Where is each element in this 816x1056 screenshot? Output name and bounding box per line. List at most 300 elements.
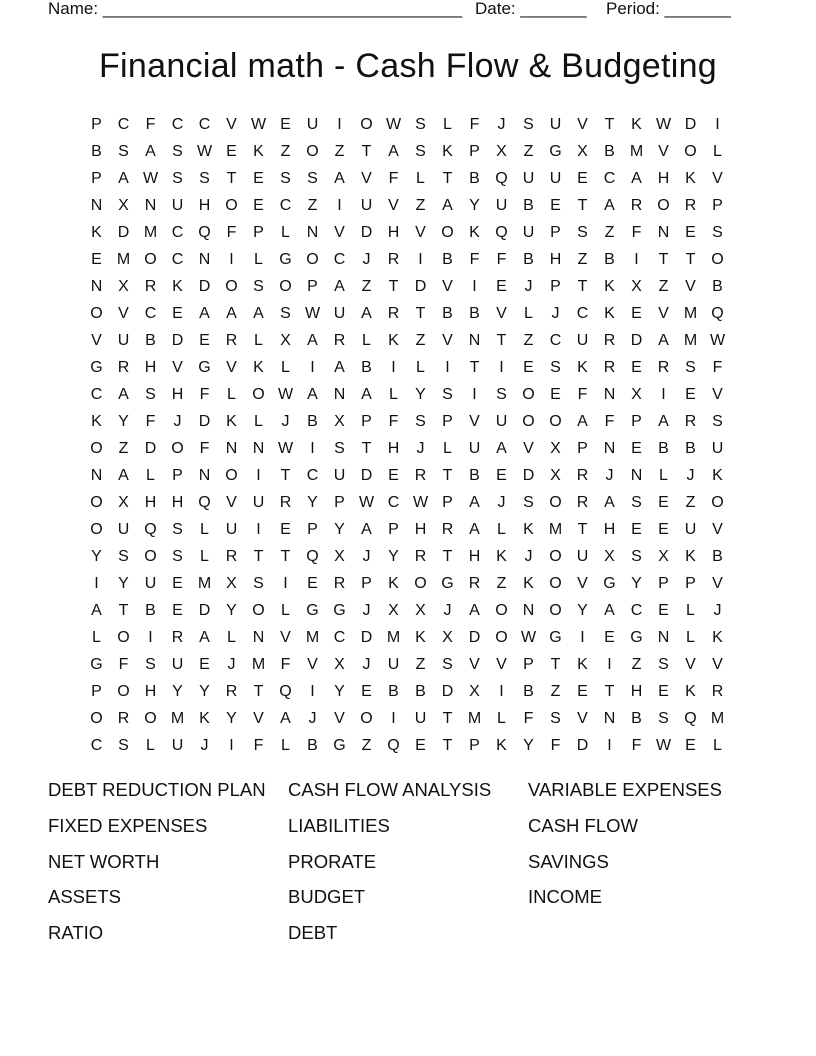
- grid-letter[interactable]: X: [631, 278, 642, 295]
- grid-letter[interactable]: Q: [684, 710, 697, 727]
- grid-letter[interactable]: S: [442, 386, 453, 403]
- grid-letter[interactable]: Z: [415, 332, 426, 349]
- grid-letter[interactable]: Q: [198, 224, 211, 241]
- grid-letter[interactable]: L: [443, 116, 452, 133]
- grid-letter[interactable]: H: [171, 386, 184, 403]
- grid-letter[interactable]: W: [304, 305, 321, 322]
- grid-letter[interactable]: I: [256, 467, 261, 484]
- grid-letter[interactable]: H: [144, 494, 157, 511]
- grid-letter[interactable]: S: [658, 656, 669, 673]
- grid-letter[interactable]: V: [226, 359, 237, 376]
- grid-letter[interactable]: Q: [198, 494, 211, 511]
- grid-letter[interactable]: K: [604, 305, 615, 322]
- grid-letter[interactable]: A: [334, 359, 345, 376]
- grid-letter[interactable]: I: [283, 575, 288, 592]
- grid-letter[interactable]: S: [415, 116, 426, 133]
- grid-letter[interactable]: P: [550, 278, 561, 295]
- grid-letter[interactable]: G: [279, 251, 292, 268]
- grid-letter[interactable]: U: [387, 656, 400, 673]
- grid-letter[interactable]: I: [499, 359, 504, 376]
- grid-letter[interactable]: X: [415, 602, 426, 619]
- grid-letter[interactable]: I: [148, 629, 153, 646]
- grid-letter[interactable]: X: [550, 467, 561, 484]
- grid-letter[interactable]: N: [252, 440, 265, 457]
- grid-letter[interactable]: U: [306, 116, 319, 133]
- grid-letter[interactable]: L: [281, 359, 290, 376]
- grid-letter[interactable]: M: [683, 305, 698, 322]
- grid-letter[interactable]: P: [469, 737, 480, 754]
- grid-letter[interactable]: B: [388, 683, 399, 700]
- grid-letter[interactable]: C: [171, 224, 184, 241]
- grid-letter[interactable]: X: [280, 332, 291, 349]
- grid-letter[interactable]: S: [712, 224, 723, 241]
- grid-letter[interactable]: A: [604, 602, 615, 619]
- grid-letter[interactable]: A: [334, 278, 345, 295]
- grid-letter[interactable]: I: [310, 359, 315, 376]
- grid-letter[interactable]: X: [469, 683, 480, 700]
- grid-letter[interactable]: T: [442, 710, 453, 727]
- grid-letter[interactable]: N: [90, 197, 103, 214]
- grid-letter[interactable]: K: [523, 521, 534, 538]
- grid-letter[interactable]: C: [333, 251, 346, 268]
- grid-letter[interactable]: Y: [226, 602, 237, 619]
- grid-letter[interactable]: N: [252, 629, 265, 646]
- grid-letter[interactable]: B: [712, 278, 723, 295]
- grid-letter[interactable]: O: [549, 548, 562, 565]
- grid-letter[interactable]: E: [415, 737, 426, 754]
- grid-letter[interactable]: K: [253, 143, 264, 160]
- grid-letter[interactable]: E: [631, 359, 642, 376]
- grid-letter[interactable]: N: [198, 467, 211, 484]
- grid-letter[interactable]: E: [199, 332, 210, 349]
- grid-letter[interactable]: K: [712, 467, 723, 484]
- grid-letter[interactable]: R: [576, 467, 589, 484]
- grid-letter[interactable]: V: [118, 305, 129, 322]
- grid-letter[interactable]: V: [523, 440, 534, 457]
- grid-letter[interactable]: A: [118, 170, 129, 187]
- grid-letter[interactable]: L: [281, 602, 290, 619]
- grid-letter[interactable]: N: [90, 467, 103, 484]
- grid-letter[interactable]: I: [391, 359, 396, 376]
- grid-letter[interactable]: S: [118, 737, 129, 754]
- grid-letter[interactable]: K: [496, 737, 507, 754]
- grid-letter[interactable]: R: [684, 197, 697, 214]
- grid-letter[interactable]: D: [198, 413, 211, 430]
- grid-letter[interactable]: A: [496, 440, 507, 457]
- grid-letter[interactable]: O: [225, 197, 238, 214]
- grid-letter[interactable]: B: [712, 548, 723, 565]
- grid-letter[interactable]: R: [171, 629, 184, 646]
- grid-letter[interactable]: P: [361, 575, 372, 592]
- grid-letter[interactable]: D: [360, 629, 373, 646]
- grid-letter[interactable]: I: [310, 440, 315, 457]
- grid-letter[interactable]: I: [229, 737, 234, 754]
- grid-letter[interactable]: B: [145, 332, 156, 349]
- grid-letter[interactable]: L: [686, 602, 695, 619]
- grid-letter[interactable]: K: [523, 575, 534, 592]
- grid-letter[interactable]: O: [90, 494, 103, 511]
- grid-letter[interactable]: V: [334, 710, 345, 727]
- grid-letter[interactable]: J: [524, 548, 533, 565]
- grid-letter[interactable]: E: [523, 359, 534, 376]
- grid-letter[interactable]: M: [467, 710, 482, 727]
- grid-letter[interactable]: N: [630, 467, 643, 484]
- grid-letter[interactable]: N: [90, 278, 103, 295]
- grid-letter[interactable]: V: [685, 278, 696, 295]
- grid-letter[interactable]: Z: [361, 278, 372, 295]
- grid-letter[interactable]: Z: [118, 440, 129, 457]
- grid-letter[interactable]: A: [307, 386, 318, 403]
- grid-letter[interactable]: L: [200, 521, 209, 538]
- grid-letter[interactable]: P: [550, 224, 561, 241]
- grid-letter[interactable]: Y: [118, 413, 129, 430]
- grid-letter[interactable]: Q: [495, 170, 508, 187]
- grid-letter[interactable]: V: [442, 278, 453, 295]
- grid-letter[interactable]: U: [171, 197, 184, 214]
- grid-letter[interactable]: Q: [306, 548, 319, 565]
- grid-letter[interactable]: I: [607, 737, 612, 754]
- grid-letter[interactable]: I: [337, 197, 342, 214]
- grid-letter[interactable]: L: [362, 332, 371, 349]
- grid-letter[interactable]: O: [360, 710, 373, 727]
- grid-letter[interactable]: Z: [361, 737, 372, 754]
- grid-letter[interactable]: A: [307, 332, 318, 349]
- grid-letter[interactable]: I: [418, 251, 423, 268]
- grid-letter[interactable]: Y: [577, 602, 588, 619]
- grid-letter[interactable]: W: [196, 143, 213, 160]
- grid-letter[interactable]: W: [655, 116, 672, 133]
- grid-letter[interactable]: I: [337, 116, 342, 133]
- grid-letter[interactable]: U: [522, 170, 535, 187]
- grid-letter[interactable]: K: [415, 629, 426, 646]
- grid-letter[interactable]: C: [90, 737, 103, 754]
- grid-letter[interactable]: J: [362, 602, 371, 619]
- grid-letter[interactable]: I: [256, 521, 261, 538]
- grid-letter[interactable]: S: [658, 710, 669, 727]
- grid-letter[interactable]: F: [577, 386, 588, 403]
- grid-letter[interactable]: L: [443, 440, 452, 457]
- grid-letter[interactable]: K: [604, 278, 615, 295]
- grid-letter[interactable]: V: [712, 386, 723, 403]
- grid-letter[interactable]: Y: [388, 548, 399, 565]
- grid-letter[interactable]: L: [227, 386, 236, 403]
- grid-letter[interactable]: F: [388, 170, 399, 187]
- grid-letter[interactable]: U: [711, 440, 724, 457]
- grid-letter[interactable]: C: [90, 386, 103, 403]
- grid-letter[interactable]: R: [414, 467, 427, 484]
- grid-letter[interactable]: O: [441, 224, 454, 241]
- grid-letter[interactable]: S: [631, 548, 642, 565]
- grid-letter[interactable]: N: [225, 440, 238, 457]
- grid-letter[interactable]: R: [468, 575, 481, 592]
- grid-letter[interactable]: O: [225, 467, 238, 484]
- grid-letter[interactable]: A: [91, 602, 102, 619]
- grid-letter[interactable]: V: [415, 224, 426, 241]
- grid-letter[interactable]: F: [712, 359, 723, 376]
- grid-letter[interactable]: J: [551, 305, 560, 322]
- grid-letter[interactable]: F: [145, 116, 156, 133]
- grid-letter[interactable]: I: [472, 278, 477, 295]
- grid-letter[interactable]: K: [469, 224, 480, 241]
- grid-letter[interactable]: R: [657, 359, 670, 376]
- grid-letter[interactable]: M: [251, 656, 266, 673]
- grid-letter[interactable]: A: [226, 305, 237, 322]
- grid-letter[interactable]: A: [118, 467, 129, 484]
- grid-letter[interactable]: B: [469, 170, 480, 187]
- grid-letter[interactable]: M: [170, 710, 185, 727]
- grid-letter[interactable]: L: [659, 467, 668, 484]
- grid-letter[interactable]: U: [495, 413, 508, 430]
- grid-letter[interactable]: B: [523, 683, 534, 700]
- grid-letter[interactable]: D: [441, 683, 454, 700]
- grid-letter[interactable]: S: [118, 548, 129, 565]
- grid-letter[interactable]: O: [144, 548, 157, 565]
- grid-letter[interactable]: K: [577, 656, 588, 673]
- grid-letter[interactable]: S: [577, 224, 588, 241]
- grid-letter[interactable]: D: [468, 629, 481, 646]
- grid-letter[interactable]: R: [684, 413, 697, 430]
- grid-letter[interactable]: S: [172, 548, 183, 565]
- grid-letter[interactable]: O: [90, 440, 103, 457]
- grid-letter[interactable]: O: [549, 413, 562, 430]
- grid-letter[interactable]: T: [604, 683, 615, 700]
- grid-letter[interactable]: R: [576, 494, 589, 511]
- grid-letter[interactable]: E: [172, 602, 183, 619]
- grid-letter[interactable]: M: [116, 251, 131, 268]
- grid-letter[interactable]: R: [117, 359, 130, 376]
- grid-letter[interactable]: U: [414, 710, 427, 727]
- grid-letter[interactable]: I: [94, 575, 99, 592]
- grid-letter[interactable]: C: [171, 251, 184, 268]
- grid-letter[interactable]: E: [172, 305, 183, 322]
- grid-letter[interactable]: O: [306, 251, 319, 268]
- grid-letter[interactable]: I: [391, 710, 396, 727]
- grid-letter[interactable]: Y: [415, 386, 426, 403]
- grid-letter[interactable]: X: [334, 656, 345, 673]
- grid-letter[interactable]: R: [225, 683, 238, 700]
- grid-letter[interactable]: O: [144, 710, 157, 727]
- grid-letter[interactable]: X: [550, 440, 561, 457]
- grid-letter[interactable]: K: [685, 548, 696, 565]
- grid-letter[interactable]: I: [472, 386, 477, 403]
- grid-letter[interactable]: X: [118, 197, 129, 214]
- grid-letter[interactable]: Y: [469, 197, 480, 214]
- grid-letter[interactable]: B: [442, 251, 453, 268]
- grid-letter[interactable]: O: [225, 278, 238, 295]
- grid-letter[interactable]: O: [252, 602, 265, 619]
- grid-letter[interactable]: D: [684, 116, 697, 133]
- grid-letter[interactable]: U: [333, 467, 346, 484]
- grid-letter[interactable]: T: [280, 548, 291, 565]
- grid-letter[interactable]: H: [630, 683, 643, 700]
- grid-letter[interactable]: A: [442, 197, 453, 214]
- grid-letter[interactable]: P: [388, 521, 399, 538]
- grid-letter[interactable]: V: [334, 224, 345, 241]
- grid-letter[interactable]: O: [360, 116, 373, 133]
- grid-letter[interactable]: T: [253, 683, 264, 700]
- grid-letter[interactable]: S: [172, 521, 183, 538]
- grid-letter[interactable]: E: [199, 656, 210, 673]
- grid-letter[interactable]: N: [657, 629, 670, 646]
- grid-letter[interactable]: E: [550, 386, 561, 403]
- grid-letter[interactable]: R: [225, 332, 238, 349]
- grid-letter[interactable]: L: [389, 386, 398, 403]
- grid-letter[interactable]: X: [334, 413, 345, 430]
- grid-letter[interactable]: C: [279, 197, 292, 214]
- grid-letter[interactable]: P: [685, 575, 696, 592]
- grid-letter[interactable]: A: [388, 143, 399, 160]
- grid-letter[interactable]: X: [442, 629, 453, 646]
- grid-letter[interactable]: A: [658, 332, 669, 349]
- grid-letter[interactable]: Z: [415, 656, 426, 673]
- grid-letter[interactable]: J: [497, 116, 506, 133]
- grid-letter[interactable]: S: [307, 170, 318, 187]
- grid-letter[interactable]: T: [469, 359, 480, 376]
- grid-letter[interactable]: E: [604, 629, 615, 646]
- grid-letter[interactable]: A: [469, 521, 480, 538]
- grid-letter[interactable]: L: [254, 332, 263, 349]
- grid-letter[interactable]: E: [658, 602, 669, 619]
- grid-letter[interactable]: L: [146, 467, 155, 484]
- grid-letter[interactable]: Y: [334, 521, 345, 538]
- grid-letter[interactable]: X: [631, 386, 642, 403]
- grid-letter[interactable]: Y: [118, 575, 129, 592]
- grid-letter[interactable]: O: [522, 386, 535, 403]
- grid-letter[interactable]: R: [414, 548, 427, 565]
- grid-letter[interactable]: L: [254, 251, 263, 268]
- grid-letter[interactable]: T: [118, 602, 129, 619]
- grid-letter[interactable]: V: [91, 332, 102, 349]
- grid-letter[interactable]: Y: [172, 683, 183, 700]
- grid-letter[interactable]: L: [416, 170, 425, 187]
- grid-letter[interactable]: P: [442, 494, 453, 511]
- grid-letter[interactable]: E: [172, 575, 183, 592]
- grid-letter[interactable]: V: [658, 305, 669, 322]
- grid-letter[interactable]: B: [361, 359, 372, 376]
- grid-letter[interactable]: Z: [280, 143, 291, 160]
- grid-letter[interactable]: G: [198, 359, 211, 376]
- grid-letter[interactable]: K: [388, 332, 399, 349]
- grid-letter[interactable]: U: [549, 170, 562, 187]
- grid-letter[interactable]: K: [91, 224, 102, 241]
- grid-letter[interactable]: L: [146, 737, 155, 754]
- grid-letter[interactable]: H: [549, 251, 562, 268]
- grid-letter[interactable]: O: [684, 143, 697, 160]
- grid-letter[interactable]: S: [442, 656, 453, 673]
- grid-letter[interactable]: N: [657, 224, 670, 241]
- grid-letter[interactable]: E: [280, 116, 291, 133]
- grid-letter[interactable]: D: [360, 467, 373, 484]
- grid-letter[interactable]: N: [198, 251, 211, 268]
- grid-letter[interactable]: P: [307, 521, 318, 538]
- grid-letter[interactable]: T: [253, 548, 264, 565]
- grid-letter[interactable]: G: [333, 602, 346, 619]
- grid-letter[interactable]: R: [117, 710, 130, 727]
- grid-letter[interactable]: S: [199, 170, 210, 187]
- grid-letter[interactable]: J: [200, 737, 209, 754]
- grid-letter[interactable]: X: [334, 548, 345, 565]
- grid-letter[interactable]: O: [252, 386, 265, 403]
- grid-letter[interactable]: Q: [387, 737, 400, 754]
- grid-letter[interactable]: W: [250, 116, 267, 133]
- grid-letter[interactable]: L: [497, 521, 506, 538]
- grid-letter[interactable]: S: [523, 494, 534, 511]
- grid-letter[interactable]: Y: [334, 683, 345, 700]
- grid-letter[interactable]: E: [577, 683, 588, 700]
- grid-letter[interactable]: A: [577, 413, 588, 430]
- grid-letter[interactable]: S: [550, 359, 561, 376]
- grid-letter[interactable]: M: [143, 224, 158, 241]
- grid-letter[interactable]: U: [144, 575, 157, 592]
- grid-letter[interactable]: U: [225, 521, 238, 538]
- grid-letter[interactable]: M: [386, 629, 401, 646]
- grid-letter[interactable]: P: [577, 440, 588, 457]
- grid-letter[interactable]: P: [631, 413, 642, 430]
- grid-letter[interactable]: V: [577, 116, 588, 133]
- grid-letter[interactable]: T: [280, 467, 291, 484]
- grid-letter[interactable]: V: [388, 197, 399, 214]
- grid-letter[interactable]: A: [280, 710, 291, 727]
- grid-letter[interactable]: U: [576, 332, 589, 349]
- grid-letter[interactable]: I: [715, 116, 720, 133]
- grid-letter[interactable]: D: [198, 278, 211, 295]
- grid-letter[interactable]: U: [333, 305, 346, 322]
- grid-letter[interactable]: N: [468, 332, 481, 349]
- grid-letter[interactable]: C: [549, 332, 562, 349]
- grid-letter[interactable]: Z: [496, 575, 507, 592]
- grid-letter[interactable]: S: [172, 143, 183, 160]
- grid-letter[interactable]: W: [358, 494, 375, 511]
- grid-letter[interactable]: G: [90, 359, 103, 376]
- grid-letter[interactable]: T: [361, 143, 372, 160]
- grid-letter[interactable]: T: [442, 737, 453, 754]
- grid-letter[interactable]: R: [279, 494, 292, 511]
- grid-letter[interactable]: C: [630, 602, 643, 619]
- grid-letter[interactable]: W: [277, 386, 294, 403]
- grid-letter[interactable]: C: [333, 629, 346, 646]
- grid-letter[interactable]: J: [362, 656, 371, 673]
- grid-letter[interactable]: Z: [658, 278, 669, 295]
- grid-letter[interactable]: P: [91, 683, 102, 700]
- grid-letter[interactable]: O: [657, 197, 670, 214]
- grid-letter[interactable]: X: [118, 278, 129, 295]
- grid-letter[interactable]: S: [253, 575, 264, 592]
- grid-letter[interactable]: A: [118, 386, 129, 403]
- grid-letter[interactable]: A: [199, 305, 210, 322]
- grid-letter[interactable]: P: [469, 143, 480, 160]
- grid-letter[interactable]: F: [145, 413, 156, 430]
- grid-letter[interactable]: L: [524, 305, 533, 322]
- grid-letter[interactable]: K: [253, 359, 264, 376]
- grid-letter[interactable]: B: [658, 440, 669, 457]
- grid-letter[interactable]: E: [253, 170, 264, 187]
- grid-letter[interactable]: A: [361, 521, 372, 538]
- grid-letter[interactable]: C: [603, 170, 616, 187]
- grid-letter[interactable]: B: [685, 440, 696, 457]
- grid-letter[interactable]: L: [497, 710, 506, 727]
- grid-letter[interactable]: D: [144, 440, 157, 457]
- grid-letter[interactable]: M: [683, 332, 698, 349]
- grid-letter[interactable]: K: [91, 413, 102, 430]
- grid-letter[interactable]: D: [630, 332, 643, 349]
- grid-letter[interactable]: X: [658, 548, 669, 565]
- grid-letter[interactable]: T: [577, 278, 588, 295]
- grid-letter[interactable]: R: [333, 332, 346, 349]
- grid-letter[interactable]: G: [441, 575, 454, 592]
- grid-letter[interactable]: C: [576, 305, 589, 322]
- grid-letter[interactable]: S: [118, 143, 129, 160]
- grid-letter[interactable]: E: [658, 494, 669, 511]
